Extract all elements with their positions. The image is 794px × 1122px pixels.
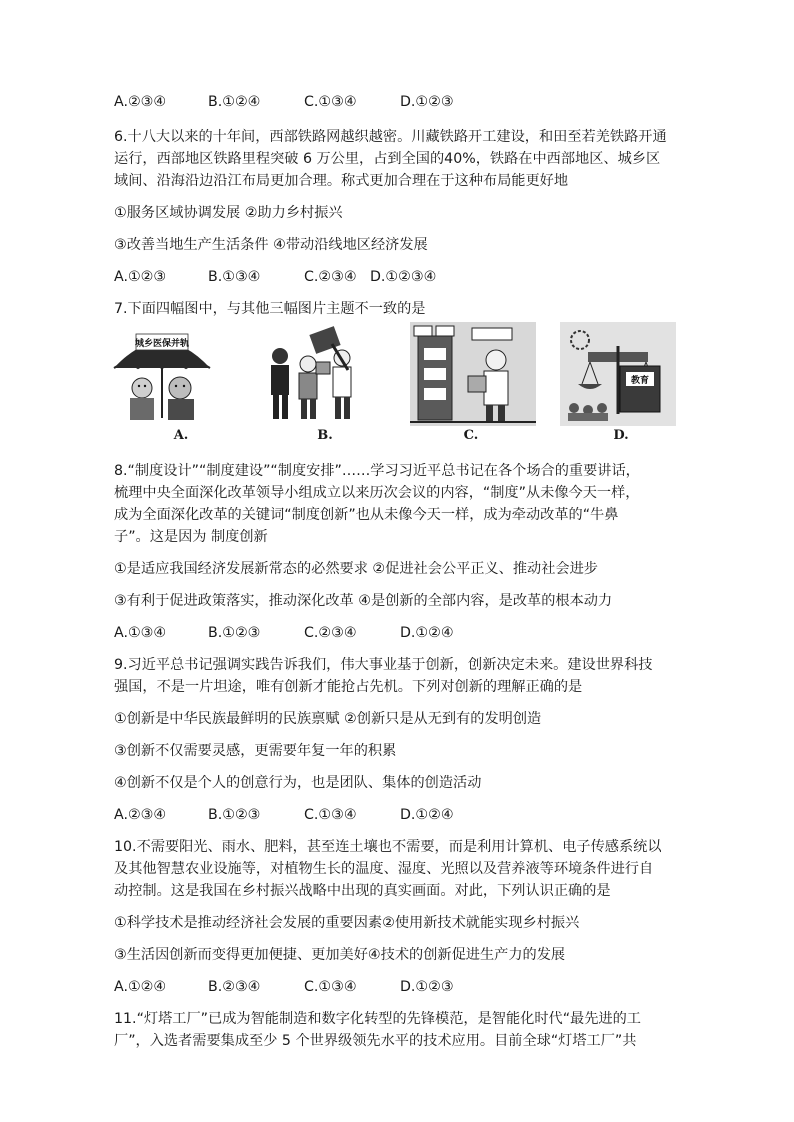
q10-item: ③生活因创新而变得更加便捷、更加美好④技术的创新促进生产力的发展 [114, 947, 566, 963]
q8-option-d[interactable]: D.①②④ [400, 625, 454, 641]
q6-item: ①服务区域协调发展 ②助力乡村振兴 [114, 205, 343, 221]
q7-stem: 7.下面四幅图中，与其他三幅图片主题不一致的是 [114, 301, 426, 317]
q7-picture-a[interactable] [110, 322, 214, 426]
q8-stem-line: 子”。这是因为 制度创新 [114, 529, 268, 545]
q6-option-c[interactable]: C.②③④ [304, 269, 357, 285]
q6-item: ③改善当地生产生活条件 ④带动沿线地区经济发展 [114, 237, 428, 253]
q9-stem-line: 9.习近平总书记强调实践告诉我们，伟大事业基于创新，创新决定未来。建设世界科技 [114, 657, 653, 673]
q8-item: ①是适应我国经济发展新常态的必然要求 ②促进社会公平正义、推动社会进步 [114, 561, 598, 577]
q8-option-c[interactable]: C.②③④ [304, 625, 357, 641]
q7-picture-b[interactable] [258, 322, 362, 426]
q8-item: ③有利于促进政策落实，推动深化改革 ④是创新的全部内容，是改革的根本动力 [114, 593, 613, 609]
q6-option-b[interactable]: B.①③④ [208, 269, 261, 285]
q7-label-c: C. [463, 428, 479, 443]
q9-stem-line: 强国，不是一片坦途，唯有创新才能抢占先机。下列对创新的理解正确的是 [114, 679, 583, 695]
q10-option-d[interactable]: D.①②③ [400, 979, 454, 995]
q7-picture-c[interactable] [410, 322, 536, 426]
q8-option-a[interactable]: A.①③④ [114, 625, 167, 641]
q10-stem-line: 及其他智慧农业设施等，对植物生长的温度、湿度、光照以及营养液等环境条件进行自 [114, 861, 654, 877]
q10-option-c[interactable]: C.①③④ [304, 979, 357, 995]
q7-picture-a-banner: 城乡医保并轨 [134, 339, 190, 349]
q9-option-c[interactable]: C.①③④ [304, 807, 357, 823]
q7-label-b: B. [317, 428, 333, 443]
q6-option-a[interactable]: A.①②③ [114, 269, 167, 285]
q11-stem-line: 11.“灯塔工厂”已成为智能制造和数字化转型的先锋模范，是智能化时代“最先进的工 [114, 1011, 641, 1027]
q6-stem-line: 域间、沿海沿边沿江布局更加合理。称式更加合理在于这种布局能更好地 [114, 173, 569, 189]
q10-stem-line: 动控制。这是我国在乡村振兴战略中出现的真实画面。对此，下列认识正确的是 [114, 883, 611, 899]
q9-item: ④创新不仅是个人的创意行为，也是团队、集体的创造活动 [114, 775, 482, 791]
q9-option-a[interactable]: A.②③④ [114, 807, 167, 823]
q9-option-d[interactable]: D.①②④ [400, 807, 454, 823]
q5-option-a[interactable]: A.②③④ [114, 94, 167, 110]
q5-option-d[interactable]: D.①②③ [400, 94, 454, 110]
q6-option-d[interactable]: D.①②③④ [370, 269, 437, 285]
q7-label-d: D. [613, 428, 629, 443]
q8-stem-line: 梳理中央全面深化改革领导小组成立以来历次会议的内容，“制度”从未像今天一样， [114, 485, 640, 501]
q11-stem-line: 厂”，入选者需要集成至少 5 个世界级领先水平的技术应用。目前全球“灯塔工厂”共 [114, 1033, 637, 1049]
q10-option-a[interactable]: A.①②④ [114, 979, 167, 995]
q7-image-row [110, 322, 690, 448]
q9-item: ③创新不仅需要灵感，更需要年复一年的积累 [114, 743, 397, 759]
q6-stem-line: 运行，西部地区铁路里程突破 6 万公里，占到全国的40%，铁路在中西部地区、城乡区 [114, 151, 661, 167]
q7-picture-d[interactable] [560, 322, 676, 426]
q8-stem-line: 成为全面深化改革的关键词“制度创新”也从未像今天一样，成为牵动改革的“牛鼻 [114, 507, 619, 523]
q9-option-b[interactable]: B.①②③ [208, 807, 261, 823]
q10-option-b[interactable]: B.②③④ [208, 979, 261, 995]
q10-item: ①科学技术是推动经济社会发展的重要因素②使用新技术就能实现乡村振兴 [114, 915, 580, 931]
q8-option-b[interactable]: B.①②③ [208, 625, 261, 641]
q7-label-a: A. [173, 428, 189, 443]
q5-option-b[interactable]: B.①②④ [208, 94, 261, 110]
q5-option-c[interactable]: C.①③④ [304, 94, 357, 110]
q8-stem-line: 8.“制度设计”“制度建设”“制度安排”……学习习近平总书记在各个场合的重要讲话， [114, 463, 640, 479]
q6-stem-line: 6.十八大以来的十年间，西部铁路网越织越密。川藏铁路开工建设，和田至若羌铁路开通 [114, 129, 667, 145]
q10-stem-line: 10.不需要阳光、雨水、肥料，甚至连土壤也不需要，而是利用计算机、电子传感系统以 [114, 839, 662, 855]
q9-item: ①创新是中华民族最鲜明的民族禀赋 ②创新只是从无到有的发明创造 [114, 711, 542, 727]
q7-picture-d-book: 教育 [630, 376, 650, 386]
